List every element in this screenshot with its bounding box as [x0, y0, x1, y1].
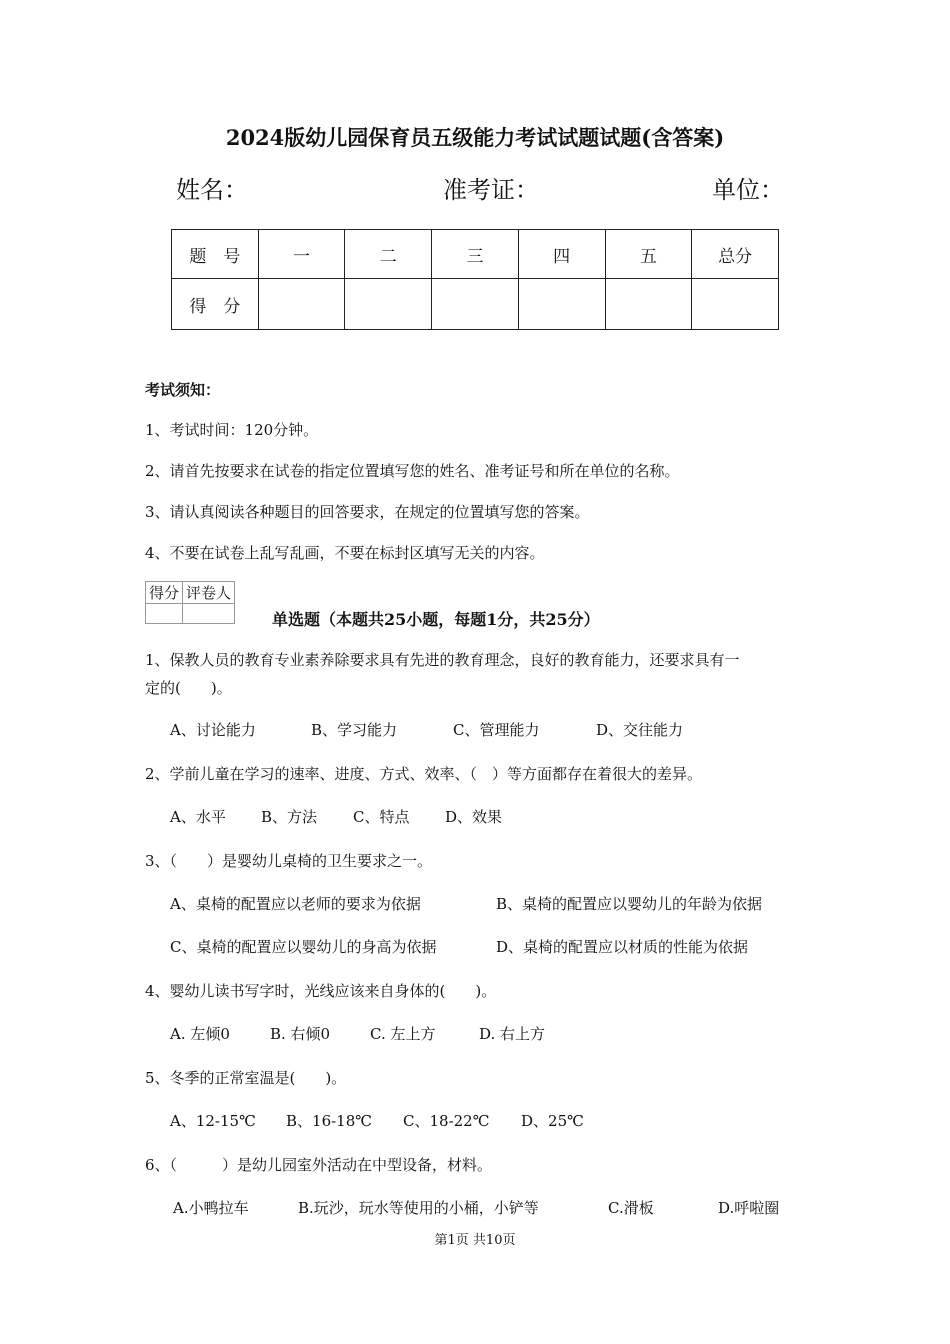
question-stem: 1、保教人员的教育专业素养除要求具有先进的教育理念，良好的教育能力，还要求具有一	[145, 651, 740, 669]
option[interactable]: C、18-22℃	[403, 1112, 490, 1130]
option[interactable]: B、学习能力	[311, 721, 398, 739]
notice-item: 3、请认真阅读各种题目的回答要求，在规定的位置填写您的答案。	[145, 503, 590, 521]
unit-label: 单位：	[712, 176, 784, 204]
question-stem: 2、学前儿童在学习的速率、进度、方式、效率、（ ）等方面都存在着很大的差异。	[145, 765, 703, 783]
page-title: 2024版幼儿园保育员五级能力考试试题试题(含答案)	[225, 125, 725, 150]
option[interactable]: A、水平	[170, 808, 226, 826]
option[interactable]: B. 右倾0	[270, 1025, 331, 1043]
score-cell[interactable]	[518, 279, 605, 330]
score-cell[interactable]	[692, 279, 779, 330]
score-cell[interactable]	[432, 279, 519, 330]
option[interactable]: A、桌椅的配置应以老师的要求为依据	[170, 895, 421, 913]
score-cell[interactable]	[345, 279, 432, 330]
score-cell[interactable]	[258, 279, 345, 330]
score-table-header-cell: 二	[345, 230, 432, 279]
score-table-header-cell: 三	[432, 230, 519, 279]
option[interactable]: B、16-18℃	[286, 1112, 373, 1130]
option[interactable]: C、桌椅的配置应以婴幼儿的身高为依据	[170, 938, 437, 956]
score-table-header-row	[172, 230, 779, 279]
notice-item: 1、考试时间：120分钟。	[145, 421, 319, 439]
score-table-header-cell: 总分	[692, 230, 779, 279]
grader-box	[145, 581, 235, 624]
option[interactable]: C.滑板	[608, 1199, 654, 1217]
option[interactable]: B.玩沙，玩水等使用的小桶，小铲等	[298, 1199, 539, 1217]
option[interactable]: D.呼啦圈	[718, 1199, 780, 1217]
score-table-header-cell: 四	[518, 230, 605, 279]
option[interactable]: D、25℃	[521, 1112, 584, 1130]
option[interactable]: C. 左上方	[370, 1025, 436, 1043]
option[interactable]: A、12-15℃	[170, 1112, 256, 1130]
notice-heading: 考试须知：	[145, 381, 221, 399]
question-stem: 6、（ ）是幼儿园室外活动在中型设备，材料。	[145, 1156, 493, 1174]
score-table	[171, 229, 779, 330]
page-number: 第1页 共10页	[434, 1233, 516, 1248]
score-table-header-cell: 五	[605, 230, 692, 279]
option[interactable]: D、效果	[445, 808, 503, 826]
question-stem: 4、婴幼儿读书写字时，光线应该来自身体的( )。	[145, 982, 497, 1000]
option[interactable]: D、交往能力	[596, 721, 684, 739]
option[interactable]: B、方法	[261, 808, 318, 826]
option[interactable]: B、桌椅的配置应以婴幼儿的年龄为依据	[496, 895, 763, 913]
name-label: 姓名：	[176, 176, 248, 204]
grader-name-cell[interactable]	[183, 604, 235, 624]
option[interactable]: A. 左倾0	[170, 1025, 230, 1043]
question-stem: 定的( )。	[145, 679, 232, 697]
question-stem: 5、冬季的正常室温是( )。	[145, 1069, 347, 1087]
question-stem: 3、（ ）是婴幼儿桌椅的卫生要求之一。	[145, 852, 433, 870]
grader-name-label: 评卷人	[183, 582, 235, 604]
score-table-header-cell: 一	[258, 230, 345, 279]
notice-item: 4、不要在试卷上乱写乱画，不要在标封区填写无关的内容。	[145, 544, 545, 562]
section-title: 单选题（本题共25小题，每题1分，共25分）	[272, 610, 600, 629]
option[interactable]: D、桌椅的配置应以材质的性能为依据	[496, 938, 749, 956]
score-cell[interactable]	[605, 279, 692, 330]
grader-score-cell[interactable]	[146, 604, 183, 624]
option[interactable]: A、讨论能力	[170, 721, 256, 739]
score-table-header-cell: 题 号	[172, 230, 259, 279]
exam-id-label: 准考证：	[443, 176, 539, 204]
option[interactable]: A.小鸭拉车	[173, 1199, 249, 1217]
score-row-label: 得 分	[172, 279, 259, 330]
grader-score-label: 得分	[146, 582, 183, 604]
notice-item: 2、请首先按要求在试卷的指定位置填写您的姓名、准考证号和所在单位的名称。	[145, 462, 680, 480]
option[interactable]: C、管理能力	[453, 721, 540, 739]
score-table-score-row	[172, 279, 779, 330]
option[interactable]: C、特点	[353, 808, 410, 826]
option[interactable]: D. 右上方	[479, 1025, 546, 1043]
